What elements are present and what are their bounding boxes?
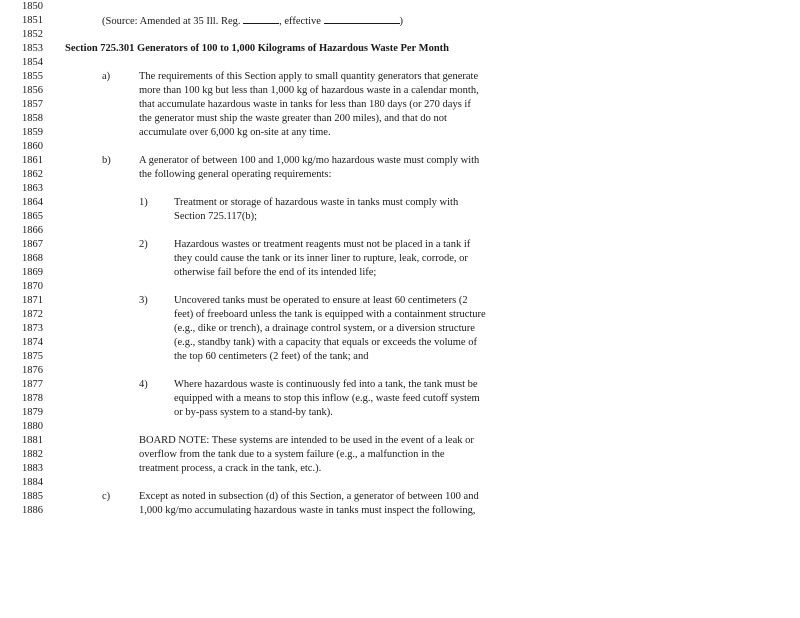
para-a-marker: a) xyxy=(102,71,111,82)
para-a-text: accumulate over 6,000 kg on-site at any time. xyxy=(139,127,331,138)
item-2-text: Hazardous wastes or treatment reagents must not be placed in a tank if xyxy=(174,239,471,250)
line-number: 1875 xyxy=(22,351,43,362)
doc-line xyxy=(0,294,800,308)
line-number: 1884 xyxy=(22,477,43,488)
doc-line xyxy=(0,392,800,406)
board-note-text: treatment process, a crack in the tank, etc.). xyxy=(139,463,322,474)
doc-line xyxy=(0,322,800,336)
line-number: 1863 xyxy=(22,183,43,194)
doc-line xyxy=(0,112,800,126)
para-b-marker: b) xyxy=(102,155,111,166)
line-number: 1874 xyxy=(22,337,43,348)
line-number: 1865 xyxy=(22,211,43,222)
doc-line xyxy=(0,266,800,280)
doc-line xyxy=(0,490,800,504)
doc-line xyxy=(0,238,800,252)
item-3-text: feet) of freeboard unless the tank is equipped with a containment structure xyxy=(174,309,486,320)
line-number: 1869 xyxy=(22,267,43,278)
line-number: 1881 xyxy=(22,435,43,446)
board-note-text: overflow from the tank due to a system failure (e.g., a malfunction in the xyxy=(139,449,445,460)
source-note-effective: , effective xyxy=(279,16,321,27)
item-4-text: equipped with a means to stop this inflow (e.g., waste feed cutoff system xyxy=(174,393,480,404)
source-note xyxy=(102,14,403,29)
doc-line xyxy=(0,14,800,28)
doc-line xyxy=(0,350,800,364)
item-4-marker: 4) xyxy=(139,379,148,390)
line-number: 1886 xyxy=(22,505,43,516)
doc-line xyxy=(0,196,800,210)
line-number: 1867 xyxy=(22,239,43,250)
line-number: 1882 xyxy=(22,449,43,460)
para-a-text: the generator must ship the waste greater than 200 miles), and that do not xyxy=(139,113,447,124)
line-number: 1877 xyxy=(22,379,43,390)
para-b-text: A generator of between 100 and 1,000 kg/mo hazardous waste must comply with xyxy=(139,155,480,166)
doc-line xyxy=(0,364,800,378)
line-number: 1851 xyxy=(22,15,43,26)
item-3-marker: 3) xyxy=(139,295,148,306)
doc-line xyxy=(0,504,800,518)
item-1-marker: 1) xyxy=(139,197,148,208)
item-2-text: otherwise fail before the end of its intended life; xyxy=(174,267,377,278)
item-2-marker: 2) xyxy=(139,239,148,250)
line-number: 1856 xyxy=(22,85,43,96)
doc-line xyxy=(0,84,800,98)
doc-line xyxy=(0,448,800,462)
line-number: 1861 xyxy=(22,155,43,166)
doc-line xyxy=(0,378,800,392)
line-number: 1880 xyxy=(22,421,43,432)
doc-line xyxy=(0,28,800,42)
item-1-text: Treatment or storage of hazardous waste in tanks must comply with xyxy=(174,197,459,208)
doc-line xyxy=(0,70,800,84)
doc-line xyxy=(0,182,800,196)
doc-line xyxy=(0,476,800,490)
source-note-suffix: ) xyxy=(399,16,404,27)
item-4-text: or by-pass system to a stand-by tank). xyxy=(174,407,333,418)
doc-line xyxy=(0,42,800,56)
item-3-text: (e.g., dike or trench), a drainage control system, or a diversion structure xyxy=(174,323,475,334)
item-3-text: (e.g., standby tank) with a capacity that equals or exceeds the volume of xyxy=(174,337,477,348)
line-number: 1866 xyxy=(22,225,43,236)
line-number: 1879 xyxy=(22,407,43,418)
doc-line xyxy=(0,140,800,154)
item-3-text: Uncovered tanks must be operated to ensure at least 60 centimeters (2 xyxy=(174,295,468,306)
line-number: 1857 xyxy=(22,99,43,110)
doc-line xyxy=(0,252,800,266)
line-number: 1864 xyxy=(22,197,43,208)
doc-line xyxy=(0,308,800,322)
line-number: 1873 xyxy=(22,323,43,334)
doc-line xyxy=(0,224,800,238)
item-1-text: Section 725.117(b); xyxy=(174,211,258,222)
para-b-text: the following general operating requirements: xyxy=(139,169,332,180)
doc-line xyxy=(0,406,800,420)
register-blank xyxy=(243,14,279,24)
line-number: 1862 xyxy=(22,169,43,180)
doc-line xyxy=(0,168,800,182)
line-number: 1885 xyxy=(22,491,43,502)
effective-date-blank xyxy=(324,14,400,24)
item-4-text: Where hazardous waste is continuously fed into a tank, the tank must be xyxy=(174,379,478,390)
line-number: 1872 xyxy=(22,309,43,320)
line-number: 1859 xyxy=(22,127,43,138)
line-number: 1878 xyxy=(22,393,43,404)
board-note-text: BOARD NOTE: These systems are intended to be used in the event of a leak or xyxy=(139,435,474,446)
doc-line xyxy=(0,0,800,14)
doc-line xyxy=(0,126,800,140)
line-number: 1868 xyxy=(22,253,43,264)
doc-line xyxy=(0,462,800,476)
line-number: 1854 xyxy=(22,57,43,68)
para-a-text: that accumulate hazardous waste in tanks for less than 180 days (or 270 days if xyxy=(139,99,471,110)
para-c-text: 1,000 kg/mo accumulating hazardous waste in tanks must inspect the following, xyxy=(139,505,476,516)
line-number: 1876 xyxy=(22,365,43,376)
doc-line xyxy=(0,420,800,434)
doc-line xyxy=(0,56,800,70)
line-number: 1870 xyxy=(22,281,43,292)
line-number: 1860 xyxy=(22,141,43,152)
doc-line xyxy=(0,154,800,168)
line-number: 1871 xyxy=(22,295,43,306)
doc-line xyxy=(0,210,800,224)
item-2-text: they could cause the tank or its inner liner to rupture, leak, corrode, or xyxy=(174,253,468,264)
doc-line xyxy=(0,98,800,112)
doc-line xyxy=(0,280,800,294)
line-number: 1852 xyxy=(22,29,43,40)
source-note-prefix: (Source: Amended at 35 Ill. Reg. xyxy=(102,16,241,27)
line-number: 1883 xyxy=(22,463,43,474)
para-a-text: more than 100 kg but less than 1,000 kg of hazardous waste in a calendar month, xyxy=(139,85,479,96)
para-c-text: Except as noted in subsection (d) of this Section, a generator of between 100 and xyxy=(139,491,479,502)
doc-line xyxy=(0,336,800,350)
line-number: 1858 xyxy=(22,113,43,124)
para-c-marker: c) xyxy=(102,491,111,502)
doc-line xyxy=(0,434,800,448)
line-number: 1853 xyxy=(22,43,43,54)
para-a-text: The requirements of this Section apply to small quantity generators that generate xyxy=(139,71,479,82)
section-heading: Section 725.301 Generators of 100 to 1,000 Kilograms of Hazardous Waste Per Month xyxy=(65,43,449,54)
line-number: 1850 xyxy=(22,1,43,12)
line-number: 1855 xyxy=(22,71,43,82)
item-3-text: the top 60 centimeters (2 feet) of the tank; and xyxy=(174,351,369,362)
